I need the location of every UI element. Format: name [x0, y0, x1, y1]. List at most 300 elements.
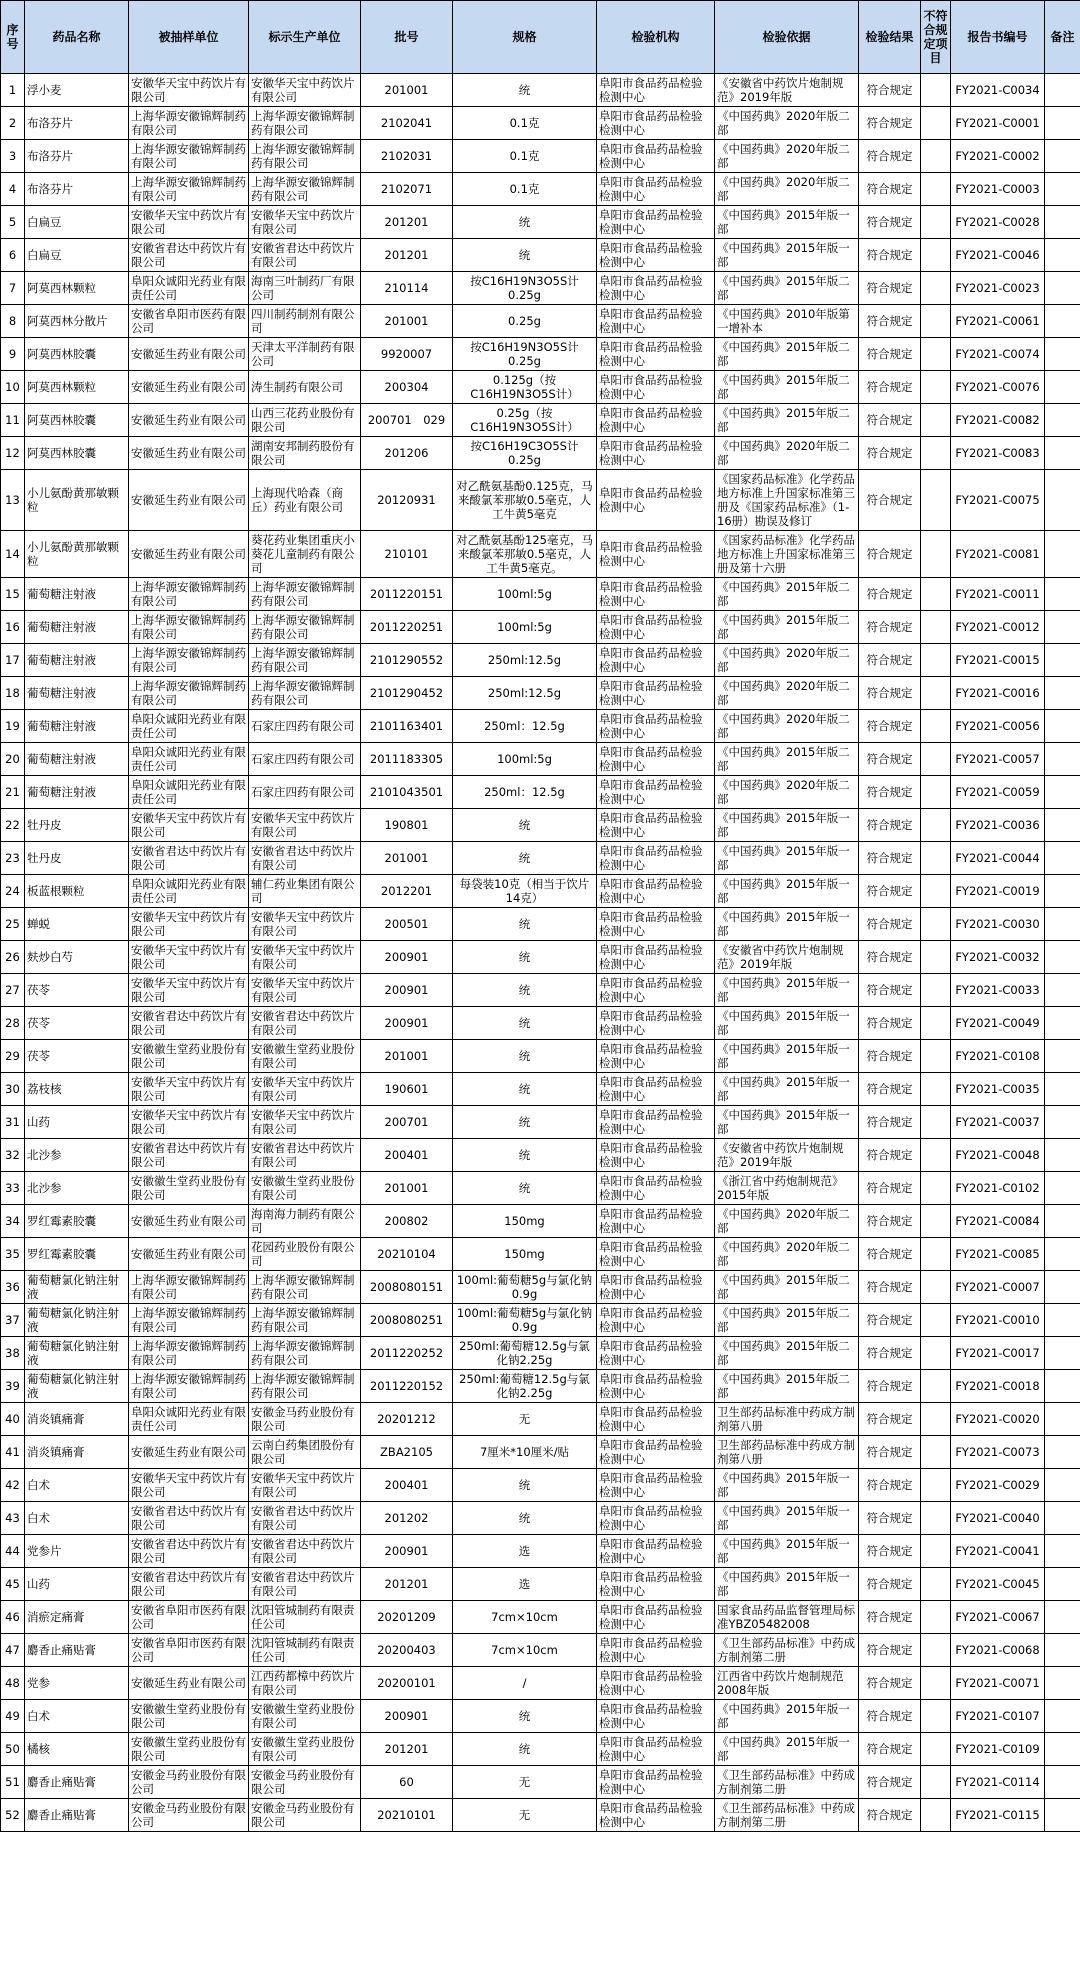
cell-basis: 《中国药典》2020年版二部 [715, 107, 859, 140]
cell-spec: 0.25g（按C16H19N3O5S计） [453, 404, 597, 437]
cell-drug-name: 茯苓 [25, 1040, 129, 1073]
cell-producer: 安徽省君达中药饮片有限公司 [249, 1535, 361, 1568]
table-row [1, 1766, 1080, 1799]
cell-batch: 20201209 [361, 1601, 453, 1634]
table-row [1, 611, 1080, 644]
cell-note [1045, 1139, 1080, 1172]
cell-spec: 100ml:葡萄糖5g与氯化钠0.9g [453, 1304, 597, 1337]
cell-spec: 对乙酰氨基酚125毫克，马来酸氯苯那敏0.5毫克，人工牛黄5毫克。 [453, 531, 597, 578]
cell-note [1045, 272, 1080, 305]
cell-producer: 安徽省君达中药饮片有限公司 [249, 1502, 361, 1535]
cell-batch: 200901 [361, 1007, 453, 1040]
cell-drug-name: 布洛芬片 [25, 173, 129, 206]
cell-batch: 2011183305 [361, 743, 453, 776]
cell-report-no: FY2021-C0003 [951, 173, 1045, 206]
cell-agency: 阜阳市食品药品检验检测中心 [597, 1403, 715, 1436]
cell-note [1045, 974, 1080, 1007]
table-row [1, 875, 1080, 908]
cell-drug-name: 党参片 [25, 1535, 129, 1568]
cell-batch: 210114 [361, 272, 453, 305]
cell-producer: 上海华源安徽锦辉制药有限公司 [249, 677, 361, 710]
cell-producer: 上海华源安徽锦辉制药有限公司 [249, 140, 361, 173]
cell-no: 30 [1, 1073, 25, 1106]
cell-agency: 阜阳市食品药品检验检测中心 [597, 776, 715, 809]
cell-note [1045, 1205, 1080, 1238]
cell-producer: 石家庄四药有限公司 [249, 776, 361, 809]
cell-agency: 阜阳市食品药品检验检测中心 [597, 1799, 715, 1832]
cell-report-no: FY2021-C0029 [951, 1469, 1045, 1502]
cell-batch: 20201212 [361, 1403, 453, 1436]
table-row [1, 1139, 1080, 1172]
cell-result: 符合规定 [859, 74, 921, 107]
table-row [1, 1403, 1080, 1436]
cell-report-no: FY2021-C0059 [951, 776, 1045, 809]
cell-batch: 2102031 [361, 140, 453, 173]
cell-sampled-unit: 安徽省君达中药饮片有限公司 [129, 1535, 249, 1568]
cell-sampled-unit: 安徽省君达中药饮片有限公司 [129, 1502, 249, 1535]
cell-note [1045, 1370, 1080, 1403]
cell-spec: / [453, 1667, 597, 1700]
cell-result: 符合规定 [859, 1403, 921, 1436]
cell-sampled-unit: 安徽金马药业股份有限公司 [129, 1766, 249, 1799]
col-header-batch: 批号 [361, 1, 453, 74]
cell-spec: 统 [453, 1007, 597, 1040]
cell-producer: 花园药业股份有限公司 [249, 1238, 361, 1271]
cell-producer: 安徽徽生堂药业股份有限公司 [249, 1700, 361, 1733]
cell-result: 符合规定 [859, 1766, 921, 1799]
cell-spec: 每袋装10克（相当于饮片14克） [453, 875, 597, 908]
cell-report-no: FY2021-C0048 [951, 1139, 1045, 1172]
cell-no: 27 [1, 974, 25, 1007]
table-row [1, 1436, 1080, 1469]
cell-agency: 阜阳市食品药品检验检测中心 [597, 1040, 715, 1073]
col-header-result: 检验结果 [859, 1, 921, 74]
cell-result: 符合规定 [859, 743, 921, 776]
col-header-nonconforming-item: 不符合规定项目 [921, 1, 951, 74]
cell-sampled-unit: 阜阳众诚阳光药业有限责任公司 [129, 1403, 249, 1436]
cell-nonconforming-item [921, 1667, 951, 1700]
cell-sampled-unit: 安徽延生药业有限公司 [129, 1667, 249, 1700]
cell-no: 17 [1, 644, 25, 677]
col-header-note: 备注 [1045, 1, 1080, 74]
cell-note [1045, 611, 1080, 644]
cell-producer: 石家庄四药有限公司 [249, 743, 361, 776]
cell-agency: 阜阳市食品药品检验检测中心 [597, 908, 715, 941]
cell-drug-name: 茯苓 [25, 1007, 129, 1040]
cell-no: 14 [1, 531, 25, 578]
cell-report-no: FY2021-C0084 [951, 1205, 1045, 1238]
cell-agency: 阜阳市食品药品检验检测中心 [597, 1139, 715, 1172]
cell-nonconforming-item [921, 941, 951, 974]
cell-producer: 四川制药制剂有限公司 [249, 305, 361, 338]
cell-agency: 阜阳市食品药品检验检测中心 [597, 842, 715, 875]
cell-note [1045, 239, 1080, 272]
cell-agency: 阜阳市食品药品检验检测中心 [597, 206, 715, 239]
cell-nonconforming-item [921, 1007, 951, 1040]
cell-batch: 20120931 [361, 470, 453, 531]
cell-sampled-unit: 安徽省君达中药饮片有限公司 [129, 1007, 249, 1040]
cell-spec: 无 [453, 1799, 597, 1832]
cell-agency: 阜阳市食品药品检验检测中心 [597, 974, 715, 1007]
cell-drug-name: 蝉蜕 [25, 908, 129, 941]
cell-batch: 201201 [361, 1568, 453, 1601]
cell-spec: 统 [453, 974, 597, 1007]
table-row [1, 1634, 1080, 1667]
cell-basis: 《中国药典》2015年版二部 [715, 578, 859, 611]
cell-agency: 阜阳市食品药品检验检测中心 [597, 1733, 715, 1766]
cell-spec: 对乙酰氨基酚0.125克，马来酸氯苯那敏0.5毫克，人工牛黄5毫克 [453, 470, 597, 531]
cell-producer: 山西三花药业股份有限公司 [249, 404, 361, 437]
cell-basis: 《中国药典》2015年版一部 [715, 875, 859, 908]
cell-note [1045, 1337, 1080, 1370]
cell-nonconforming-item [921, 1271, 951, 1304]
cell-report-no: FY2021-C0085 [951, 1238, 1045, 1271]
cell-sampled-unit: 安徽华天宝中药饮片有限公司 [129, 206, 249, 239]
table-row [1, 1007, 1080, 1040]
cell-result: 符合规定 [859, 1238, 921, 1271]
cell-report-no: FY2021-C0001 [951, 107, 1045, 140]
cell-note [1045, 1568, 1080, 1601]
cell-spec: 统 [453, 908, 597, 941]
cell-sampled-unit: 安徽省阜阳市医药有限公司 [129, 1634, 249, 1667]
cell-no: 41 [1, 1436, 25, 1469]
cell-spec: 0.1克 [453, 140, 597, 173]
cell-no: 46 [1, 1601, 25, 1634]
cell-drug-name: 葡萄糖氯化钠注射液 [25, 1337, 129, 1370]
cell-agency: 阜阳市食品药品检验检测中心 [597, 173, 715, 206]
cell-sampled-unit: 安徽华天宝中药饮片有限公司 [129, 1106, 249, 1139]
cell-producer: 安徽华天宝中药饮片有限公司 [249, 206, 361, 239]
cell-basis: 《中国药典》2015年版一部 [715, 974, 859, 1007]
cell-nonconforming-item [921, 1205, 951, 1238]
cell-result: 符合规定 [859, 1733, 921, 1766]
cell-sampled-unit: 安徽延生药业有限公司 [129, 1205, 249, 1238]
cell-result: 符合规定 [859, 776, 921, 809]
cell-batch: 2011220251 [361, 611, 453, 644]
cell-batch: 2011220152 [361, 1370, 453, 1403]
cell-batch: 201201 [361, 1733, 453, 1766]
cell-no: 38 [1, 1337, 25, 1370]
table-row [1, 107, 1080, 140]
cell-no: 5 [1, 206, 25, 239]
cell-agency: 阜阳市食品药品检验检测中心 [597, 107, 715, 140]
cell-nonconforming-item [921, 809, 951, 842]
cell-producer: 上海华源安徽锦辉制药有限公司 [249, 1370, 361, 1403]
cell-report-no: FY2021-C0108 [951, 1040, 1045, 1073]
cell-drug-name: 牡丹皮 [25, 809, 129, 842]
cell-basis: 《中国药典》2015年版二部 [715, 1337, 859, 1370]
col-header-basis: 检验依据 [715, 1, 859, 74]
cell-nonconforming-item [921, 1238, 951, 1271]
cell-nonconforming-item [921, 437, 951, 470]
cell-batch: 200901 [361, 974, 453, 1007]
cell-batch: 20210101 [361, 1799, 453, 1832]
cell-drug-name: 麝香止痛贴膏 [25, 1634, 129, 1667]
cell-sampled-unit: 安徽华天宝中药饮片有限公司 [129, 941, 249, 974]
cell-agency: 阜阳市食品药品检验检测中心 [597, 272, 715, 305]
cell-nonconforming-item [921, 710, 951, 743]
cell-spec: 250ml:12.5g [453, 677, 597, 710]
cell-agency: 阜阳市食品药品检验检测中心 [597, 239, 715, 272]
cell-producer: 安徽金马药业股份有限公司 [249, 1799, 361, 1832]
table-row [1, 1733, 1080, 1766]
cell-spec: 250ml：12.5g [453, 710, 597, 743]
cell-producer: 安徽徽生堂药业股份有限公司 [249, 1172, 361, 1205]
cell-drug-name: 板蓝根颗粒 [25, 875, 129, 908]
cell-note [1045, 1469, 1080, 1502]
cell-result: 符合规定 [859, 404, 921, 437]
cell-drug-name: 麝香止痛贴膏 [25, 1799, 129, 1832]
cell-batch: 2012201 [361, 875, 453, 908]
cell-basis: 《中国药典》2015年版一部 [715, 1502, 859, 1535]
cell-batch: 201202 [361, 1502, 453, 1535]
cell-drug-name: 葡萄糖氯化钠注射液 [25, 1304, 129, 1337]
cell-agency: 阜阳市食品药品检验检测中心 [597, 1634, 715, 1667]
table-row [1, 305, 1080, 338]
cell-batch: 2102071 [361, 173, 453, 206]
cell-note [1045, 437, 1080, 470]
cell-spec: 统 [453, 1040, 597, 1073]
cell-spec: 7厘米*10厘米/贴 [453, 1436, 597, 1469]
cell-spec: 250ml:葡萄糖12.5g与氯化钠2.25g [453, 1337, 597, 1370]
cell-no: 3 [1, 140, 25, 173]
cell-batch: 210101 [361, 531, 453, 578]
cell-producer: 安徽金马药业股份有限公司 [249, 1403, 361, 1436]
cell-sampled-unit: 安徽延生药业有限公司 [129, 338, 249, 371]
cell-batch: 2101290452 [361, 677, 453, 710]
cell-no: 50 [1, 1733, 25, 1766]
cell-drug-name: 北沙参 [25, 1139, 129, 1172]
cell-nonconforming-item [921, 974, 951, 1007]
cell-basis: 《中国药典》2015年版一部 [715, 1040, 859, 1073]
cell-nonconforming-item [921, 1535, 951, 1568]
col-header-no: 序号 [1, 1, 25, 74]
cell-drug-name: 消瘀定痛膏 [25, 1601, 129, 1634]
cell-no: 21 [1, 776, 25, 809]
cell-no: 51 [1, 1766, 25, 1799]
cell-spec: 100ml:5g [453, 611, 597, 644]
cell-batch: 200901 [361, 1535, 453, 1568]
cell-basis: 《卫生部药品标准》中药成方制剂第二册 [715, 1766, 859, 1799]
cell-result: 符合规定 [859, 611, 921, 644]
cell-batch: ZBA2105 [361, 1436, 453, 1469]
cell-nonconforming-item [921, 1106, 951, 1139]
cell-spec: 选 [453, 1568, 597, 1601]
cell-no: 44 [1, 1535, 25, 1568]
cell-sampled-unit: 安徽金马药业股份有限公司 [129, 1799, 249, 1832]
cell-drug-name: 葡萄糖注射液 [25, 710, 129, 743]
table-row [1, 1700, 1080, 1733]
cell-agency: 阜阳市食品药品检验检测中心 [597, 404, 715, 437]
cell-no: 35 [1, 1238, 25, 1271]
cell-no: 1 [1, 74, 25, 107]
cell-spec: 100ml:5g [453, 578, 597, 611]
cell-sampled-unit: 安徽华天宝中药饮片有限公司 [129, 974, 249, 1007]
cell-drug-name: 浮小麦 [25, 74, 129, 107]
cell-nonconforming-item [921, 842, 951, 875]
cell-producer: 辅仁药业集团有限公司 [249, 875, 361, 908]
cell-result: 符合规定 [859, 710, 921, 743]
cell-nonconforming-item [921, 1799, 951, 1832]
table-row [1, 1502, 1080, 1535]
cell-note [1045, 1700, 1080, 1733]
cell-batch: 20200101 [361, 1667, 453, 1700]
cell-no: 19 [1, 710, 25, 743]
cell-spec: 统 [453, 74, 597, 107]
cell-report-no: FY2021-C0074 [951, 338, 1045, 371]
cell-sampled-unit: 阜阳众诚阳光药业有限责任公司 [129, 743, 249, 776]
cell-batch: 200701 [361, 1106, 453, 1139]
cell-batch: 201206 [361, 437, 453, 470]
cell-batch: 200304 [361, 371, 453, 404]
cell-result: 符合规定 [859, 1271, 921, 1304]
cell-batch: 201201 [361, 239, 453, 272]
cell-basis: 《中国药典》2010年版第一增补本 [715, 305, 859, 338]
cell-drug-name: 山药 [25, 1106, 129, 1139]
cell-agency: 阜阳市食品药品检验检测中心 [597, 1337, 715, 1370]
cell-drug-name: 白扁豆 [25, 239, 129, 272]
table-row [1, 941, 1080, 974]
cell-basis: 《中国药典》2020年版二部 [715, 1205, 859, 1238]
cell-result: 符合规定 [859, 1007, 921, 1040]
cell-no: 7 [1, 272, 25, 305]
cell-nonconforming-item [921, 531, 951, 578]
cell-sampled-unit: 安徽省君达中药饮片有限公司 [129, 1139, 249, 1172]
cell-report-no: FY2021-C0017 [951, 1337, 1045, 1370]
cell-note [1045, 908, 1080, 941]
cell-drug-name: 橘核 [25, 1733, 129, 1766]
cell-drug-name: 葡萄糖氯化钠注射液 [25, 1271, 129, 1304]
cell-basis: 《中国药典》2015年版一部 [715, 1007, 859, 1040]
cell-basis: 国家食品药品监督管理局标准YBZ05482008 [715, 1601, 859, 1634]
cell-note [1045, 710, 1080, 743]
table-row [1, 1799, 1080, 1832]
cell-note [1045, 842, 1080, 875]
cell-result: 符合规定 [859, 1205, 921, 1238]
cell-agency: 阜阳市食品药品检验检测中心 [597, 1535, 715, 1568]
table-row [1, 272, 1080, 305]
cell-agency: 阜阳市食品药品检验检测中心 [597, 1271, 715, 1304]
cell-report-no: FY2021-C0061 [951, 305, 1045, 338]
cell-report-no: FY2021-C0107 [951, 1700, 1045, 1733]
cell-no: 4 [1, 173, 25, 206]
cell-result: 符合规定 [859, 1040, 921, 1073]
cell-note [1045, 371, 1080, 404]
cell-sampled-unit: 安徽华天宝中药饮片有限公司 [129, 1073, 249, 1106]
cell-basis: 《中国药典》2015年版一部 [715, 239, 859, 272]
cell-no: 12 [1, 437, 25, 470]
cell-no: 24 [1, 875, 25, 908]
cell-agency: 阜阳市食品药品检验检测中心 [597, 140, 715, 173]
cell-nonconforming-item [921, 1568, 951, 1601]
cell-batch: 201001 [361, 842, 453, 875]
cell-drug-name: 罗红霉素胶囊 [25, 1238, 129, 1271]
cell-basis: 《中国药典》2015年版二部 [715, 338, 859, 371]
cell-sampled-unit: 安徽华天宝中药饮片有限公司 [129, 809, 249, 842]
cell-nonconforming-item [921, 677, 951, 710]
cell-report-no: FY2021-C0082 [951, 404, 1045, 437]
cell-note [1045, 941, 1080, 974]
table-row [1, 74, 1080, 107]
cell-no: 47 [1, 1634, 25, 1667]
cell-agency: 阜阳市食品药品检验检测中心 [597, 470, 715, 531]
cell-nonconforming-item [921, 371, 951, 404]
cell-basis: 《中国药典》2015年版二部 [715, 743, 859, 776]
cell-producer: 上海华源安徽锦辉制药有限公司 [249, 1304, 361, 1337]
cell-basis: 《中国药典》2020年版二部 [715, 437, 859, 470]
col-header-agency: 检验机构 [597, 1, 715, 74]
cell-report-no: FY2021-C0045 [951, 1568, 1045, 1601]
cell-note [1045, 1040, 1080, 1073]
cell-agency: 阜阳市食品药品检验检测中心 [597, 1007, 715, 1040]
cell-report-no: FY2021-C0056 [951, 710, 1045, 743]
cell-agency: 阜阳市食品药品检验检测中心 [597, 74, 715, 107]
cell-basis: 《安徽省中药饮片炮制规范》2019年版 [715, 941, 859, 974]
cell-spec: 7cm×10cm [453, 1601, 597, 1634]
cell-spec: 250ml:12.5g [453, 644, 597, 677]
cell-batch: 201001 [361, 1040, 453, 1073]
cell-batch: 2011220151 [361, 578, 453, 611]
cell-note [1045, 1304, 1080, 1337]
cell-no: 52 [1, 1799, 25, 1832]
cell-result: 符合规定 [859, 908, 921, 941]
cell-nonconforming-item [921, 1733, 951, 1766]
cell-sampled-unit: 上海华源安徽锦辉制药有限公司 [129, 644, 249, 677]
cell-producer: 石家庄四药有限公司 [249, 710, 361, 743]
cell-result: 符合规定 [859, 677, 921, 710]
cell-drug-name: 白扁豆 [25, 206, 129, 239]
cell-producer: 安徽华天宝中药饮片有限公司 [249, 1106, 361, 1139]
cell-no: 20 [1, 743, 25, 776]
cell-no: 31 [1, 1106, 25, 1139]
cell-nonconforming-item [921, 644, 951, 677]
cell-note [1045, 1271, 1080, 1304]
cell-producer: 安徽省君达中药饮片有限公司 [249, 239, 361, 272]
cell-nonconforming-item [921, 140, 951, 173]
cell-spec: 统 [453, 842, 597, 875]
cell-batch: 2011220252 [361, 1337, 453, 1370]
cell-spec: 统 [453, 809, 597, 842]
cell-spec: 统 [453, 1073, 597, 1106]
cell-drug-name: 葡萄糖注射液 [25, 776, 129, 809]
table-row [1, 1271, 1080, 1304]
cell-note [1045, 776, 1080, 809]
cell-result: 符合规定 [859, 239, 921, 272]
cell-result: 符合规定 [859, 371, 921, 404]
cell-note [1045, 677, 1080, 710]
cell-drug-name: 葡萄糖注射液 [25, 611, 129, 644]
cell-no: 28 [1, 1007, 25, 1040]
table-row [1, 1667, 1080, 1700]
cell-report-no: FY2021-C0019 [951, 875, 1045, 908]
cell-nonconforming-item [921, 743, 951, 776]
cell-producer: 安徽省君达中药饮片有限公司 [249, 1139, 361, 1172]
cell-basis: 《中国药典》2020年版二部 [715, 1238, 859, 1271]
cell-drug-name: 阿莫西林胶囊 [25, 338, 129, 371]
cell-nonconforming-item [921, 206, 951, 239]
cell-result: 符合规定 [859, 272, 921, 305]
cell-spec: 统 [453, 1172, 597, 1205]
cell-note [1045, 305, 1080, 338]
cell-sampled-unit: 阜阳众诚阳光药业有限责任公司 [129, 272, 249, 305]
cell-batch: 190801 [361, 809, 453, 842]
cell-drug-name: 消炎镇痛膏 [25, 1403, 129, 1436]
cell-result: 符合规定 [859, 578, 921, 611]
cell-drug-name: 山药 [25, 1568, 129, 1601]
cell-nonconforming-item [921, 272, 951, 305]
cell-basis: 《中国药典》2015年版二部 [715, 611, 859, 644]
cell-spec: 无 [453, 1403, 597, 1436]
